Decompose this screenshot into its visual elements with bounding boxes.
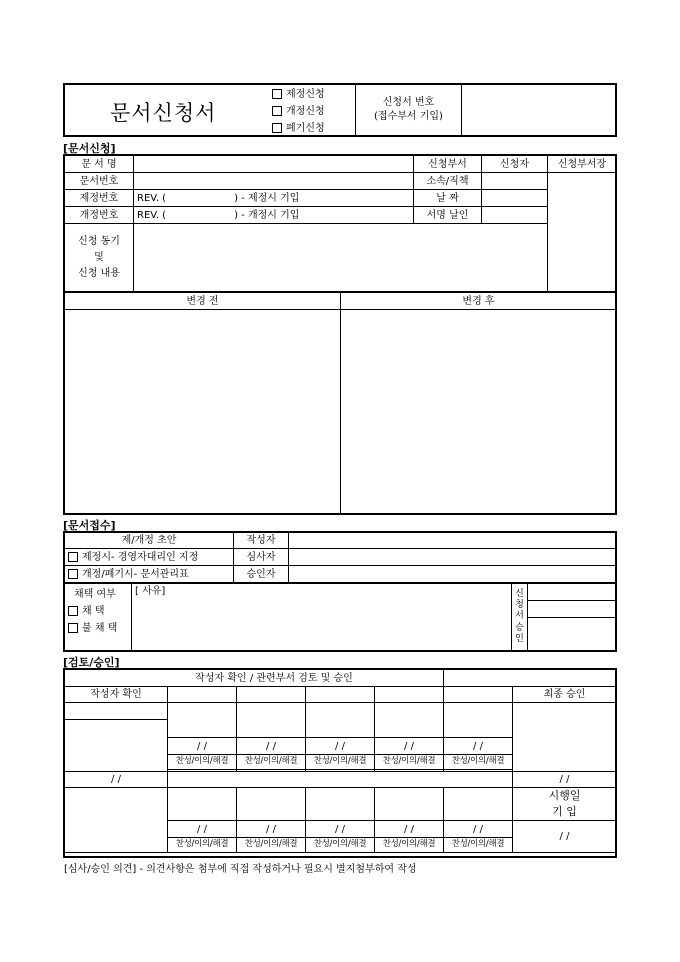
dept5-sign-2[interactable] [444, 788, 513, 821]
position-label: 소속/직책 [414, 173, 482, 190]
approval-char-1: 신 [515, 588, 524, 599]
dept3-sign-2[interactable] [306, 788, 375, 821]
enact-no-value[interactable] [134, 190, 414, 207]
approval-char-4: 승 [515, 622, 524, 633]
dept4-head[interactable] [375, 687, 444, 703]
option-abolish-label: 폐기신청 [286, 123, 325, 134]
effective-label-1: 시행일 [548, 789, 581, 802]
dept5-date-1[interactable]: / / [444, 738, 513, 755]
final-approval-date[interactable]: / / [513, 772, 617, 788]
reason-label [65, 224, 134, 292]
enact-rev-label: REV. ( [137, 192, 167, 204]
option-revise[interactable] [272, 103, 325, 120]
after-content[interactable] [341, 310, 617, 515]
applicant-label: 신청자 [482, 156, 548, 173]
effective-date-value[interactable]: / / [513, 821, 617, 853]
draft-label: 제/개정 초안 [65, 533, 234, 549]
revise-checkbox[interactable] [272, 106, 282, 116]
enact-checkbox[interactable] [272, 89, 282, 99]
dept3-date-2[interactable]: / / [306, 821, 375, 838]
dept-head-label: 신청부서장 [548, 156, 617, 173]
reason-label-1: 신청 동기 [78, 235, 120, 247]
option-enact-label: 제정신청 [286, 89, 325, 100]
dept5-opinion-2[interactable]: 찬성/이의/해결 [444, 838, 513, 853]
form-title: 문서신청서 [110, 101, 217, 125]
dept4-opinion-1[interactable]: 찬성/이의/해결 [375, 755, 444, 770]
dept5-sign-1[interactable] [444, 703, 513, 738]
dept2-head[interactable] [237, 687, 306, 703]
adopt-label: 채택 여부 [74, 589, 116, 600]
section-review-title: [검토/승인] [63, 656, 120, 669]
writer-confirm-sign-2[interactable] [65, 788, 168, 853]
adopt-no[interactable] [68, 620, 131, 637]
dept1-sign-2[interactable] [168, 788, 237, 821]
approval-char-3: 서 [515, 611, 524, 622]
dept1-date-2[interactable]: / / [168, 821, 237, 838]
reviewer-label: 심사자 [234, 549, 289, 566]
sign-value[interactable] [482, 207, 548, 224]
dept1-opinion-2[interactable]: 찬성/이의/해결 [168, 838, 237, 853]
revise-opt-checkbox[interactable] [68, 569, 78, 579]
request-type-options [272, 86, 325, 137]
review-header-label: 작성자 확인 / 관련부서 검토 및 승인 [65, 670, 444, 687]
adopt-reason-label: [ 사유] [135, 586, 166, 597]
adopt-yes[interactable] [68, 603, 131, 620]
option-abolish[interactable] [272, 120, 325, 137]
enact-note: ) - 제정시 기입 [234, 192, 300, 204]
adopt-reason[interactable] [132, 584, 512, 651]
review-table [64, 669, 617, 853]
dept4-sign-1[interactable] [375, 703, 444, 738]
dept-head-sign[interactable] [548, 173, 617, 292]
receipt-table [64, 532, 617, 583]
dept3-head[interactable] [306, 687, 375, 703]
doc-name-label: 문 서 명 [65, 156, 134, 173]
request-no-label [356, 96, 461, 124]
dept2-date-1[interactable]: / / [237, 738, 306, 755]
revise-no-value[interactable] [134, 207, 414, 224]
adopt-yes-label: 채 택 [82, 606, 105, 617]
header-divider-2 [461, 83, 462, 137]
reason-label-3: 신청 내용 [78, 267, 120, 279]
approval-vertical-label [512, 584, 528, 651]
reason-label-2: 및 [94, 251, 104, 263]
dept2-opinion-1[interactable]: 찬성/이의/해결 [237, 755, 306, 770]
reviewer-value[interactable] [289, 549, 617, 566]
dept2-sign-2[interactable] [237, 788, 306, 821]
approver-label: 승인자 [234, 566, 289, 583]
dept2-opinion-2[interactable]: 찬성/이의/해결 [237, 838, 306, 853]
revise-rev-label: REV. ( [137, 209, 167, 221]
approver-value[interactable] [289, 566, 617, 583]
final-approval-label: 최종 승인 [513, 687, 617, 703]
effective-date-label [513, 788, 617, 821]
writer-value[interactable] [289, 533, 617, 549]
doc-no-label: 문서번호 [65, 173, 134, 190]
before-content[interactable] [65, 310, 341, 515]
dept1-sign-1[interactable] [168, 703, 237, 738]
enact-opt-label: 제정시- 경영자대리인 지정 [82, 551, 199, 563]
enact-option[interactable] [65, 549, 234, 566]
footer-note: [심사/승인 의견] - 의견사항은 첨부에 직접 작성하거나 필요시 별지첨부하여 작성 [64, 864, 417, 875]
adopt-no-label: 불 채 택 [82, 623, 118, 634]
dept4-date-1[interactable]: / / [375, 738, 444, 755]
adopt-yes-checkbox[interactable] [68, 606, 78, 616]
writer-confirm-label: 작성자 확인 [65, 687, 168, 703]
writer-confirm-date[interactable]: / / [65, 772, 168, 788]
adopt-table [64, 583, 617, 651]
review-header-blank [444, 670, 617, 687]
enact-no-label: 제정번호 [65, 190, 134, 207]
dept5-opinion-1[interactable]: 찬성/이의/해결 [444, 755, 513, 770]
dept1-head[interactable] [168, 687, 237, 703]
revise-no-label: 개정번호 [65, 207, 134, 224]
writer-confirm-sign[interactable] [65, 720, 168, 772]
approval-char-2: 청 [515, 600, 524, 611]
adopt-cell [65, 584, 132, 651]
revise-opt-label: 개정/폐기시- 문서관리표 [82, 568, 189, 580]
date-value[interactable] [482, 190, 548, 207]
approval-char-5: 인 [515, 633, 524, 644]
dept4-date-2[interactable]: / / [375, 821, 444, 838]
doc-name-value[interactable] [134, 156, 414, 173]
dept3-opinion-1[interactable]: 찬성/이의/해결 [306, 755, 375, 770]
request-info-table [64, 155, 617, 292]
effective-label-2: 기 입 [552, 805, 577, 818]
abolish-checkbox[interactable] [272, 123, 282, 133]
option-revise-label: 개정신청 [286, 106, 325, 117]
dept3-opinion-2[interactable]: 찬성/이의/해결 [306, 838, 375, 853]
request-no-label-2: (접수부서 기입) [374, 111, 443, 122]
dept1-date-1[interactable]: / / [168, 738, 237, 755]
writer-label: 작성자 [234, 533, 289, 549]
adopt-no-checkbox[interactable] [68, 623, 78, 633]
writer-confirm-row1[interactable] [65, 703, 168, 720]
enact-opt-checkbox[interactable] [68, 552, 78, 562]
after-label: 변경 후 [341, 293, 617, 310]
dept4-sign-2[interactable] [375, 788, 444, 821]
position-value[interactable] [482, 173, 548, 190]
reason-value[interactable] [134, 224, 548, 292]
dept3-sign-1[interactable] [306, 703, 375, 738]
request-no-label-1: 신청서 번호 [382, 97, 435, 108]
final-approval-sign[interactable] [513, 703, 617, 772]
sign-label: 서명 날인 [414, 207, 482, 224]
dept-label: 신청부서 [414, 156, 482, 173]
doc-no-value[interactable] [134, 173, 414, 190]
dept4-opinion-2[interactable]: 찬성/이의/해결 [375, 838, 444, 853]
revise-note: ) - 개정시 기입 [234, 209, 300, 221]
dept3-date-1[interactable]: / / [306, 738, 375, 755]
dept5-head[interactable] [444, 687, 513, 703]
revise-option[interactable] [65, 566, 234, 583]
dept2-date-2[interactable]: / / [237, 821, 306, 838]
section-receipt-title: [문서접수] [63, 519, 116, 532]
dept5-date-2[interactable]: / / [444, 821, 513, 838]
approval-sign[interactable] [528, 618, 617, 651]
dept2-sign-1[interactable] [237, 703, 306, 738]
change-table [64, 292, 617, 515]
date-row-blank [168, 772, 513, 788]
approval-top[interactable] [528, 584, 617, 601]
before-label: 변경 전 [65, 293, 341, 310]
approval-mid[interactable] [528, 601, 617, 618]
date-label: 날 짜 [414, 190, 482, 207]
section-request-title: [문서신청] [63, 142, 116, 155]
option-enact[interactable] [272, 86, 325, 103]
dept1-opinion-1[interactable]: 찬성/이의/해결 [168, 755, 237, 770]
